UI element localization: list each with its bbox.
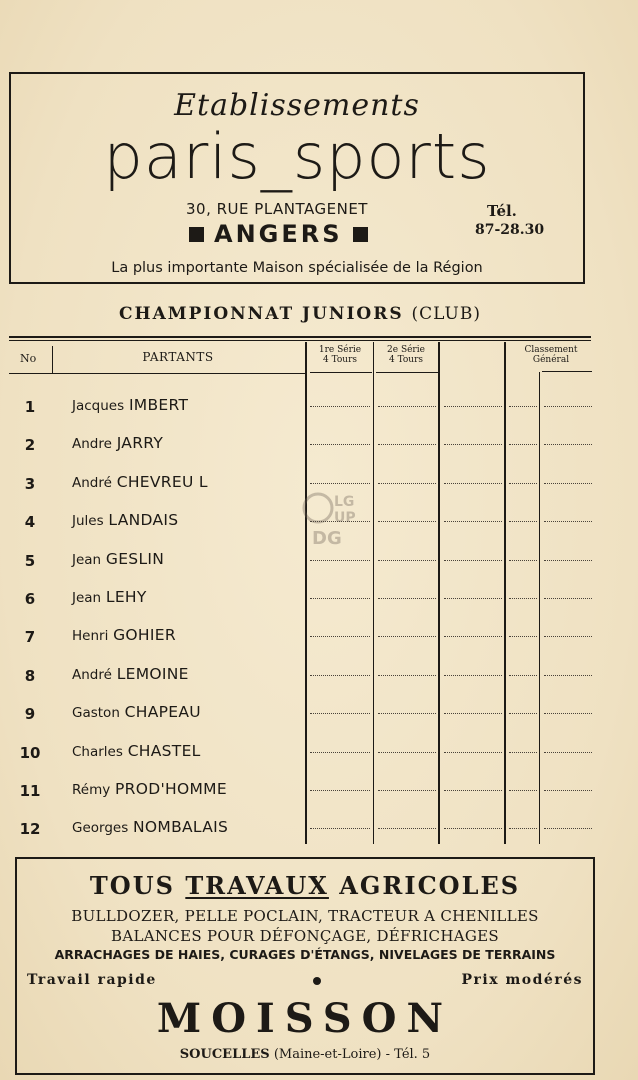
series1-column-header — [306, 345, 374, 365]
score-entry-line — [378, 828, 436, 829]
entrant-first-name: Gaston — [72, 705, 120, 722]
paris-sports-advertisement — [9, 72, 585, 284]
entrant-last-name: PROD'HOMME — [115, 780, 227, 798]
score-entry-line — [444, 828, 502, 829]
entrant-last-name: LEHY — [105, 588, 147, 606]
entrant-first-name: Jean — [72, 590, 102, 606]
score-entry-line — [509, 828, 537, 829]
entrants-column-header: PARTANTS — [142, 350, 214, 364]
score-entry-line — [544, 675, 592, 676]
entrant-row — [0, 424, 600, 462]
series1-header-line1: 1re Série — [318, 345, 362, 355]
score-entry-line — [444, 675, 502, 676]
score-entry-line — [378, 521, 436, 522]
score-entry-line — [444, 790, 502, 791]
entrant-name — [72, 550, 164, 568]
score-entry-line — [378, 752, 436, 753]
score-entry-line — [544, 828, 592, 829]
score-entry-line — [310, 713, 370, 714]
score-entry-line — [509, 483, 537, 484]
services-line-2: BALANCES POUR DÉFONÇAGE, DÉFRICHAGES — [111, 927, 499, 945]
bullet-dot-icon — [313, 977, 321, 985]
services-line-1: BULLDOZER, PELLE POCLAIN, TRACTEUR A CHENILLES — [71, 907, 539, 925]
score-entry-line — [378, 713, 436, 714]
score-entry-line — [544, 406, 592, 407]
shop-city — [189, 220, 368, 248]
score-entry-line — [509, 406, 537, 407]
watermark-circle-icon — [304, 494, 332, 522]
entrant-number: 5 — [24, 551, 36, 570]
entrant-name — [72, 626, 176, 644]
overall-header-line2: Général — [532, 355, 570, 365]
score-entry-line — [444, 636, 502, 637]
entrant-last-name: CHEVREU L — [116, 472, 208, 491]
score-entry-line — [310, 444, 370, 445]
entrant-number: 12 — [19, 820, 41, 839]
watermark-text-3: DG — [312, 528, 342, 548]
entrant-first-name: Jean — [72, 551, 102, 568]
score-entry-line — [509, 598, 537, 599]
entrant-first-name: André — [72, 666, 112, 683]
city-name: ANGERS — [214, 220, 343, 248]
entrant-first-name: Rémy — [72, 782, 111, 798]
entrant-row — [0, 732, 600, 770]
entrant-name — [72, 588, 147, 606]
score-entry-line — [378, 790, 436, 791]
score-entry-line — [444, 406, 502, 407]
entrant-row — [0, 770, 600, 808]
entrant-first-name: Jacques — [72, 398, 125, 414]
score-entry-line — [544, 636, 592, 637]
score-entry-line — [310, 828, 370, 829]
company-region: (Maine-et-Loire) — [273, 1047, 382, 1062]
score-entry-line — [378, 444, 436, 445]
score-entry-line — [544, 752, 592, 753]
score-entry-line — [310, 752, 370, 753]
table-top-rule — [9, 336, 591, 338]
score-entry-line — [544, 521, 592, 522]
series2-header-line1: 2e Série — [387, 345, 425, 355]
score-entry-line — [310, 483, 370, 484]
score-entry-line — [310, 560, 370, 561]
establishments-script-heading: Etablissements — [174, 88, 420, 123]
overall-header-line1: Classement — [524, 345, 578, 355]
entrant-number: 4 — [24, 513, 36, 532]
entrant-number: 6 — [24, 590, 36, 608]
score-entry-line — [444, 483, 502, 484]
score-entry-line — [544, 598, 592, 599]
score-entry-line — [310, 636, 370, 637]
score-entry-line — [509, 713, 537, 714]
score-entry-line — [544, 713, 592, 714]
score-entry-line — [310, 790, 370, 791]
score-entry-line — [378, 406, 436, 407]
moisson-advertisement — [15, 857, 595, 1075]
watermark-text-2: UP — [334, 510, 356, 526]
company-name: MOISSON — [156, 995, 454, 1042]
score-entry-line — [509, 636, 537, 637]
entrant-first-name: Georges — [72, 820, 129, 837]
score-entry-line — [509, 444, 537, 445]
watermark-logo — [300, 488, 366, 548]
score-entry-line — [509, 752, 537, 753]
entrant-row — [0, 578, 600, 616]
shop-tagline: La plus importante Maison spécialisée de la Région — [111, 260, 483, 276]
telephone-number: 87-28.30 — [475, 222, 545, 238]
entrant-name — [72, 742, 201, 760]
entrant-first-name: Charles — [72, 743, 123, 760]
entrant-number: 7 — [24, 628, 36, 647]
shop-street-address: 30, RUE PLANTAGENET — [186, 200, 368, 218]
paris-sports-brand: paris_sports — [103, 120, 491, 193]
headline-word-2: TRAVAUX — [185, 871, 329, 900]
header-bottom-rule-series1 — [310, 372, 372, 373]
moderate-prices-slogan: Prix modérés — [461, 972, 583, 988]
score-entry-line — [444, 444, 502, 445]
entrant-number: 11 — [19, 782, 41, 800]
championship-title — [0, 304, 600, 324]
entrant-last-name: LANDAIS — [108, 511, 179, 530]
overall-ranking-column-header — [506, 345, 596, 365]
watermark-text-1: LG — [334, 494, 355, 510]
services-line-3: ARRACHAGES DE HAIES, CURAGES D'ÉTANGS, NIVELAGES DE TERRAINS — [54, 947, 556, 962]
entrant-number: 3 — [24, 474, 36, 493]
header-bottom-rule-overall — [542, 371, 592, 372]
table-top-rule-thin — [9, 340, 591, 341]
agricultural-works-headline — [17, 871, 593, 900]
entrant-name — [72, 473, 208, 491]
entrant-row — [0, 808, 600, 846]
number-column-header: No — [20, 352, 37, 365]
entrant-number: 9 — [24, 705, 36, 724]
score-entry-line — [444, 521, 502, 522]
entrant-last-name: IMBERT — [128, 396, 189, 414]
entrant-number: 2 — [24, 436, 36, 455]
score-entry-line — [509, 675, 537, 676]
score-entry-line — [444, 560, 502, 561]
series1-header-line2: 4 Tours — [322, 355, 358, 365]
company-phone: Tél. 5 — [394, 1047, 431, 1062]
score-entry-line — [509, 560, 537, 561]
score-entry-line — [509, 521, 537, 522]
entrant-row — [0, 693, 600, 731]
entrant-name — [72, 396, 188, 414]
score-entry-line — [310, 675, 370, 676]
entrant-name — [72, 780, 227, 798]
header-bottom-rule — [9, 373, 305, 374]
header-bottom-rule-series2 — [376, 372, 438, 373]
championship-category: (CLUB) — [411, 304, 481, 324]
entrant-name — [72, 665, 189, 683]
entrant-last-name: GOHIER — [113, 626, 176, 645]
entrant-first-name: André — [72, 474, 112, 491]
score-entry-line — [378, 560, 436, 561]
entrant-row — [0, 386, 600, 424]
company-address — [17, 1047, 593, 1062]
entrant-name — [72, 818, 228, 836]
score-entry-line — [444, 752, 502, 753]
entrant-last-name: LEMOINE — [116, 664, 189, 683]
address-separator: - — [385, 1047, 391, 1062]
score-entry-line — [378, 483, 436, 484]
entrant-last-name: CHASTEL — [127, 741, 201, 760]
entrant-last-name: JARRY — [116, 434, 164, 453]
score-entry-line — [310, 406, 370, 407]
score-entry-line — [544, 483, 592, 484]
score-entry-line — [378, 675, 436, 676]
score-entry-line — [544, 444, 592, 445]
fast-work-slogan: Travail rapide — [27, 972, 157, 988]
entrant-last-name: GESLIN — [105, 549, 165, 568]
square-bullet-icon — [353, 227, 368, 242]
entrant-number: 1 — [24, 398, 36, 416]
entrant-name — [72, 703, 201, 721]
entrant-name — [72, 511, 178, 529]
headline-word-3: AGRICOLES — [339, 871, 521, 900]
series2-column-header — [373, 345, 439, 365]
entrant-first-name: Jules — [72, 513, 104, 530]
company-town: SOUCELLES — [179, 1047, 270, 1062]
series2-header-line2: 4 Tours — [388, 355, 424, 365]
championship-name: CHAMPIONNAT JUNIORS — [119, 304, 404, 324]
entrant-number: 8 — [24, 666, 36, 685]
score-entry-line — [444, 713, 502, 714]
score-entry-line — [310, 521, 370, 522]
score-entry-line — [544, 790, 592, 791]
square-bullet-icon — [189, 227, 204, 242]
score-entry-line — [378, 598, 436, 599]
score-entry-line — [310, 598, 370, 599]
entrant-name — [72, 434, 163, 452]
entrant-first-name: Henri — [72, 628, 109, 645]
entrant-first-name: Andre — [72, 436, 112, 453]
headline-word-1: TOUS — [89, 871, 175, 900]
entrant-last-name: CHAPEAU — [124, 703, 201, 722]
score-entry-line — [444, 598, 502, 599]
score-entry-line — [378, 636, 436, 637]
entrant-row — [0, 655, 600, 693]
entrant-last-name: NOMBALAIS — [133, 818, 229, 837]
telephone-label: Tél. — [487, 202, 517, 220]
score-entry-line — [509, 790, 537, 791]
entrant-number: 10 — [19, 743, 41, 762]
score-entry-line — [544, 560, 592, 561]
entrant-row — [0, 616, 600, 654]
